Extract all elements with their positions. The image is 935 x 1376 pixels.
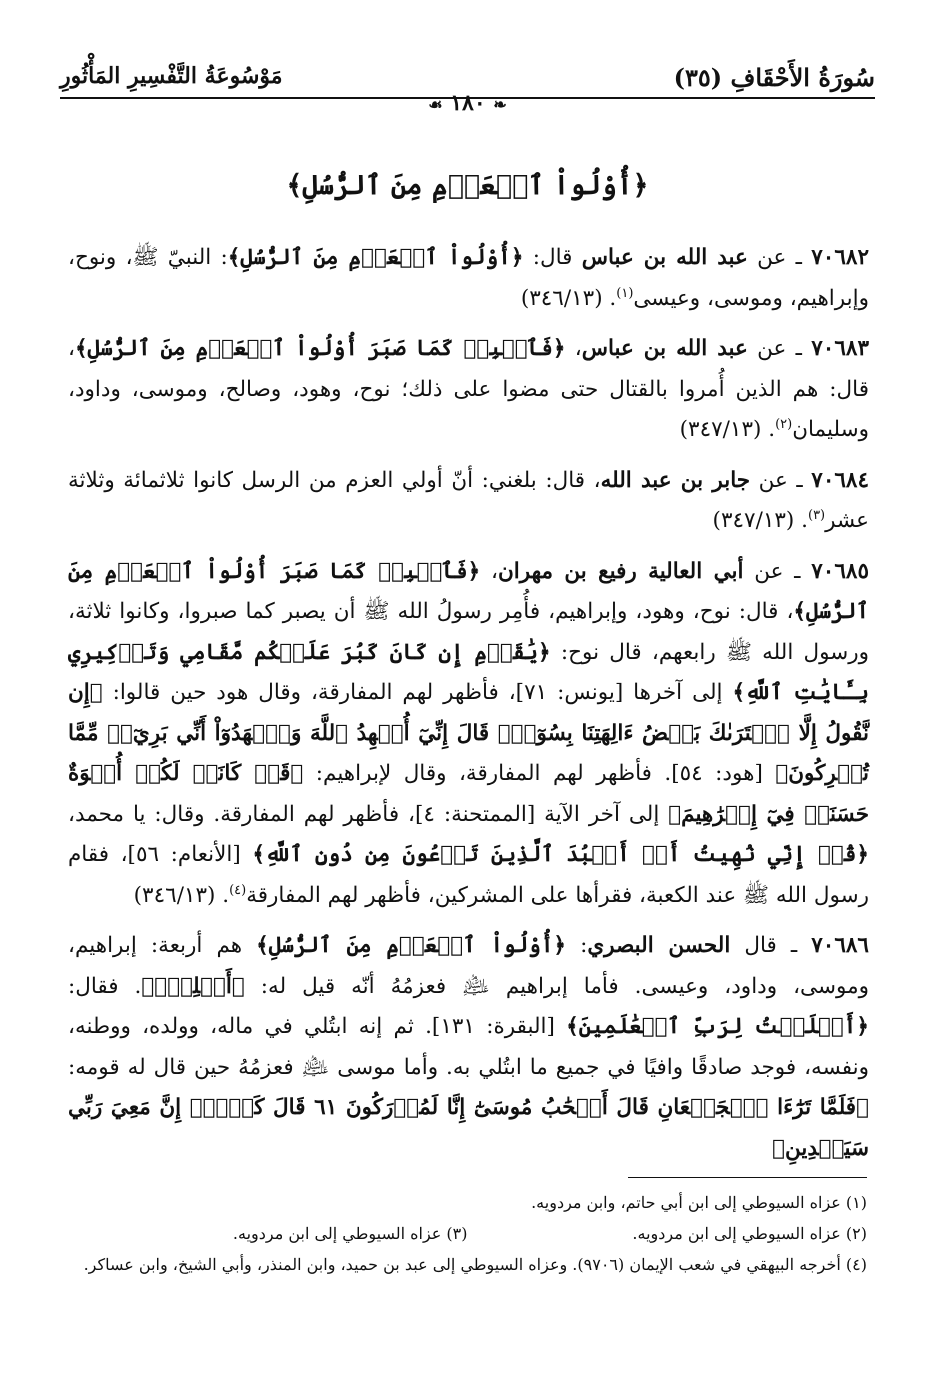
- entry-text: :: [566, 933, 588, 958]
- quran-quote: ﴿يَٰقَوۡمِ إِن كَانَ كَبُرَ عَلَيۡكُم مَّقَامِي وَتَذۡكِيرِي بِـَٔايَٰتِ ٱللَّهِ﴾: [68, 639, 869, 705]
- quran-quote: ﴿فَٱصۡبِرۡ كَمَا صَبَرَ أُوْلُواْ ٱلۡعَزۡمِ مِنَ ٱلرُّسُلِ﴾: [74, 336, 566, 361]
- quran-quote: ﴿أَسۡلَمۡتُ لِرَبِّ ٱلۡعَٰلَمِينَ﴾: [566, 1014, 869, 1039]
- narrator-name: الحسن البصري: [587, 933, 731, 958]
- footnote-marker[interactable]: (٣): [807, 507, 826, 523]
- entry-text: ، قال: نوح، وهود، وإبراهيم، فأُمِر رسولُ الله ﷺ أن يصبر كما صبروا، وكانوا ثلاثة، ورسول الله ﷺ رابعهم، قال نوح:: [68, 599, 869, 665]
- footnote-2: (٢) عزاه السيوطي إلى ابن مردويه.: [632, 1224, 867, 1243]
- book-title: مَوْسُوعَةُ التَّفْسِيرِ المَأْثُورِ: [60, 63, 283, 89]
- footnote-marker[interactable]: (١): [616, 285, 634, 301]
- surah-title: سُورَةُ الأَحْقَافِ (٣٥): [673, 63, 875, 92]
- entry-number: ٧٠٦٨٢: [811, 245, 869, 270]
- entry-text: ـ عن: [747, 336, 812, 361]
- entry-text: [هود: ٥٤]. فأظهر لهم المفارقة، وقال لإبراهيم:: [303, 761, 776, 786]
- footnotes: [68, 1187, 867, 1280]
- quran-quote: ﴿قُلۡ إِنِّي نُهِيتُ أَنۡ أَعۡبُدَ ٱلَّذِينَ تَدۡعُونَ مِن دُونِ ٱللَّهِ﴾: [252, 842, 869, 867]
- quran-quote: ﴿فَٱصۡبِرۡ كَمَا صَبَرَ أُوْلُواْ ٱلۡعَزۡمِ مِنَ ٱلرُّسُلِ﴾: [68, 558, 869, 624]
- ornament-icon: ☙: [428, 95, 443, 114]
- section-title: ﴿أُوْلُواْ ٱلۡعَزۡمِ مِنَ ٱلرُّسُلِ﴾: [286, 170, 649, 201]
- footnote-row: [68, 1218, 867, 1249]
- entry-70686: [68, 926, 869, 1169]
- narrator-name: عبد الله بن عباس: [581, 336, 748, 361]
- footnote-separator: [628, 1177, 867, 1178]
- entry-text: ،: [480, 558, 498, 584]
- quran-quote: ﴿أُوْلُواْ ٱلۡعَزۡمِ مِنَ ٱلرُّسُلِ﴾: [227, 245, 524, 270]
- entry-text: . فقال:: [68, 973, 142, 999]
- narrator-name: أبي العالية رفيع بن مهران: [497, 558, 744, 584]
- narrator-name: عبد الله بن عباس: [581, 245, 748, 270]
- footnote-4: (٤) أخرجه البيهقي في شعب الإيمان (٩٧٠٦). وعزاه السيوطي إلى عبد بن حميد، وابن المنذر، وأبي الشيخ، وابن عساكر.: [83, 1255, 867, 1274]
- entry-70685: [68, 552, 869, 917]
- entry-number: ٧٠٦٨٤: [811, 467, 870, 493]
- entry-text: هم أربعة: إبراهيم، وموسى، وداود، وعيسى. فأما إبراهيم ﵇ فعزمُهُ أنّه قيل له:: [68, 933, 869, 999]
- entry-text: ـ عن: [747, 245, 812, 270]
- entry-text: ، قال: بلغني: أنّ أولي العزم من الرسل كانوا ثلاثمائة وثلاثة عشر: [68, 467, 869, 533]
- entry-70683: [68, 329, 869, 451]
- page-number: [0, 90, 935, 116]
- ornament-icon: ❧: [493, 95, 507, 114]
- source-reference: . (٣٤٦/١٣): [133, 882, 230, 908]
- source-reference: . (٣٤٦/١٣): [520, 285, 617, 311]
- entry-text: ـ قال: [730, 933, 812, 958]
- entry-70682: [68, 238, 869, 319]
- main-text: [68, 238, 869, 1179]
- entry-text: ، قال: هم الذين أُمروا بالقتال حتى مضوا على ذلك؛ نوح، وهود، وصالح، وموسى، وداود، وسليمان: [68, 336, 869, 442]
- footnote-marker[interactable]: (٢): [775, 416, 793, 432]
- entry-text: ـ عن: [743, 558, 812, 584]
- entry-text: قال:: [523, 245, 582, 270]
- footnote-marker[interactable]: (٤): [229, 882, 247, 898]
- entry-text: : النبيّ ﷺ، ونوح، وإبراهيم، وموسى، وعيسى: [68, 245, 869, 311]
- entry-text: ـ عن: [750, 467, 812, 493]
- source-reference: . (٣٤٧/١٣): [712, 508, 808, 533]
- narrator-name: جابر بن عبد الله: [600, 467, 751, 493]
- entry-text: [الأنعام: ٥٦]، فقام رسول الله ﷺ عند الكعبة، فقرأها على المشركين، فأظهر لهم المفارقة: [68, 842, 869, 908]
- page-number-value: ١٨٠: [450, 90, 486, 116]
- entry-text: [البقرة: ١٣١]. ثم إنه ابتُلي في ماله، وولده، ووطنه، ونفسه، فوجد صادقًا وافيًا في جميع ما ابتُلي به. وأما موسى ﵇ فعزمُهُ حين قال له قومه:: [68, 1014, 869, 1080]
- entry-70684: [68, 461, 869, 542]
- quran-quote: ﴿أُوْلُواْ ٱلۡعَزۡمِ مِنَ ٱلرُّسُلِ﴾: [256, 933, 567, 958]
- footnote-3: (٣) عزاه السيوطي إلى ابن مردويه.: [232, 1224, 468, 1243]
- entry-number: ٧٠٦٨٣: [811, 336, 869, 361]
- entry-text: ،: [565, 336, 582, 361]
- entry-number: ٧٠٦٨٥: [811, 558, 869, 584]
- quran-quote: ﴿فَلَمَّا تَرَٰٓءَا ٱلۡجَمۡعَانِ قَالَ أَصۡحَٰبُ مُوسَىٰٓ إِنَّا لَمُدۡرَكُونَ ٦١ قَالَ كَلَّآۖ إِنَّ مَعِيَ رَبِّي سَيَهۡدِينِ﴾: [68, 1095, 869, 1161]
- footnote-1: (١) عزاه السيوطي إلى ابن أبي حاتم، وابن مردويه.: [531, 1193, 867, 1212]
- entry-text: إلى آخر الآية [الممتحنة: ٤]، فأظهر لهم المفارقة. وقال: يا محمد،: [68, 801, 669, 827]
- quran-quote: ﴿أَسۡلِمۡۖ﴾: [141, 973, 245, 999]
- entry-text: إلى آخرها [يونس: ٧١]، فأظهر لهم المفارقة، وقال هود حين قالوا:: [102, 680, 733, 705]
- source-reference: . (٣٤٧/١٣): [679, 417, 776, 442]
- quran-quote: ﴿إِن نَّقُولُ إِلَّا ٱعۡتَرَىٰكَ بَعۡضُ ءَالِهَتِنَا بِسُوٓءٖۗ قَالَ إِنِّيٓ أُشۡهِدُ ٱللَّهَ وَٱشۡهَدُوٓاْ أَنِّي بَرِيٓءٞ مِّمَّا تُشۡرِكُونَ﴾: [68, 680, 869, 786]
- entry-number: ٧٠٦٨٦: [811, 933, 869, 958]
- quran-quote: ﴿قَدۡ كَانَتۡ لَكُمۡ أُسۡوَةٌ حَسَنَةٞ فِيٓ إِبۡرَٰهِيمَ﴾: [68, 761, 870, 827]
